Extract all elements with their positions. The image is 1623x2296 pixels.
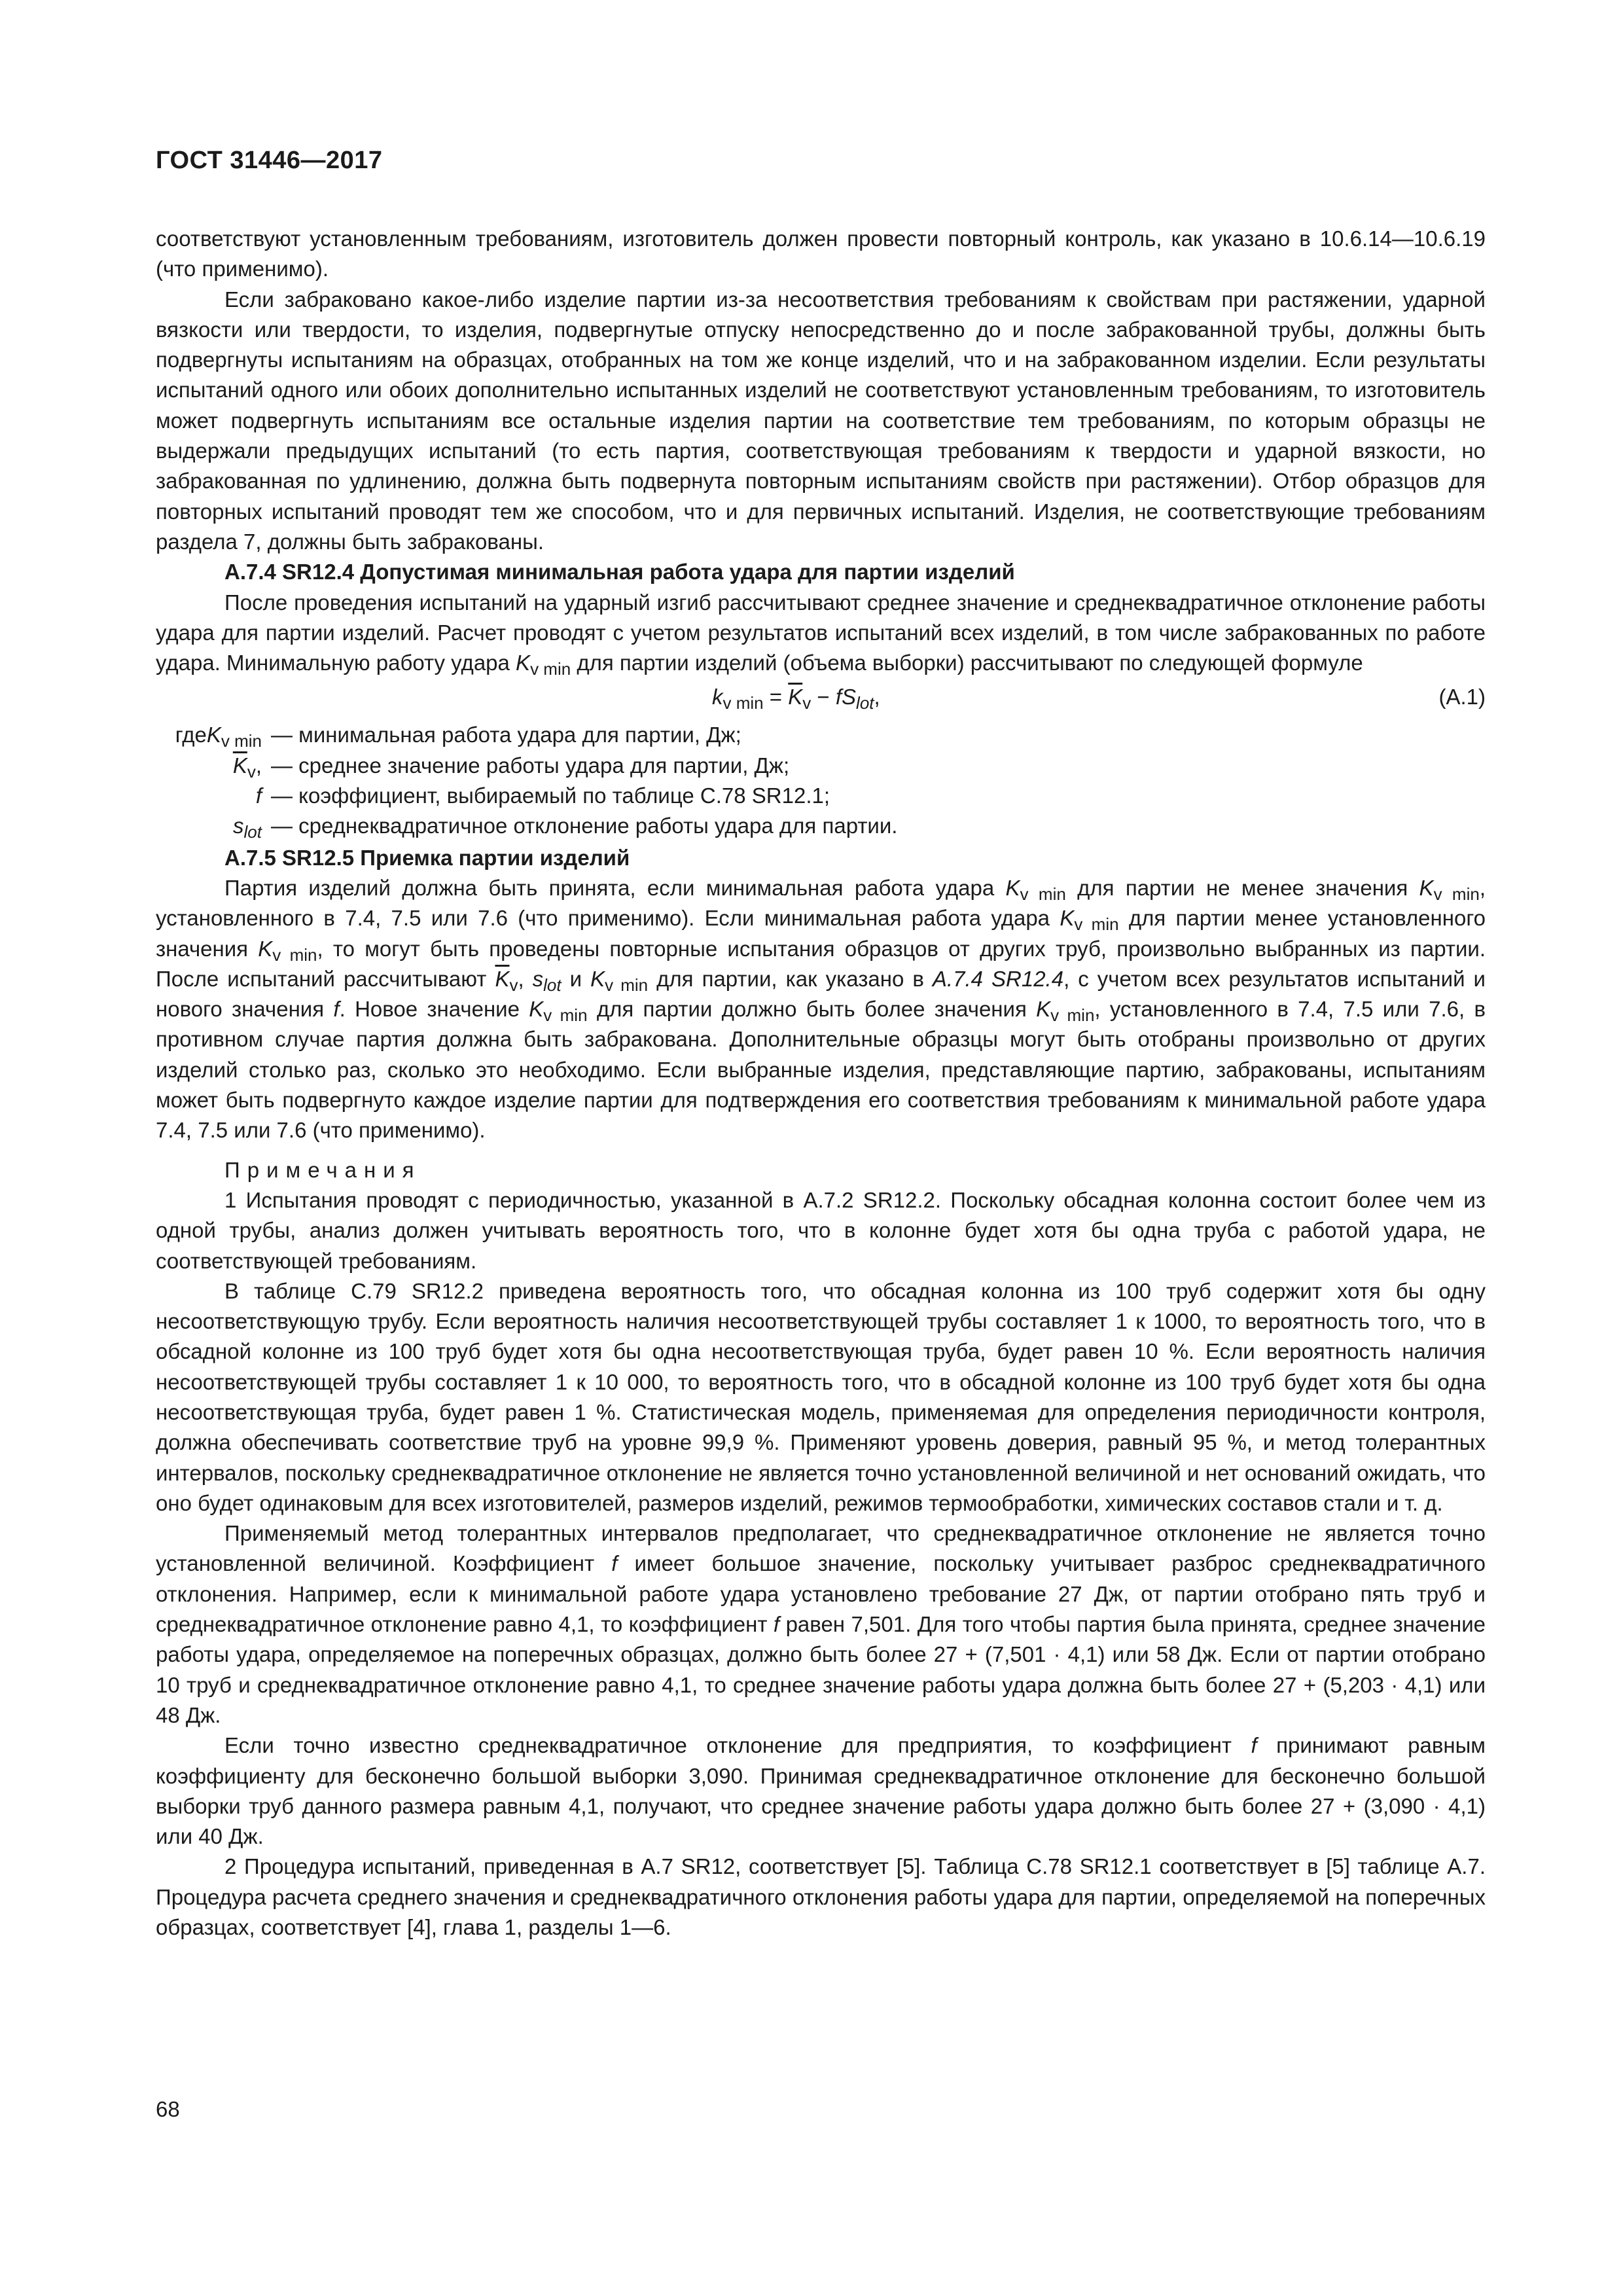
where-item: $s_{lot}$ — среднеквадратичное отклонение работы удара для партии. [233,814,898,842]
where-item: f — коэффициент, выбираемый по таблице С.78 SR12.1; [255,783,830,808]
where-item: гдеK$_{v min}$ — минимальная работа удара для партии, Дж; [175,723,741,751]
document-header: ГОСТ 31446—2017 [156,147,383,174]
formula-expression: $k_{v min} = \overline{K}_v - fS_{lot}$, [712,685,880,713]
page-number: 68 [156,2097,180,2121]
rejection-paragraph: Если забраковано какое-либо изделие партии из-за несоответствия требованиям к свойствам при растяжении, ударной вязкости или твердости, то изделия, подвергнутые отпуску непосредственно до и после забракованной трубы, должны быть подвергнуты испытаниям на образцах, отобранных на том же конце изделий, что и на забракованном изделии. Если результаты испытаний одного или обоих дополнительно испытанных изделий не соответствуют установленным требованиям, то изготовитель может подвергнуть испытаниям все остальные изделия партии на соответствие тем требованиям, по которым образцы не выдержали предыдущих испытаний (то есть партия, соответствующая требованиям к твердости и ударной вязкости, но забракованная по удлинению, должна быть подвернута повторным испытаниям свойств при растяжении). Отбор образцов для повторных испытаний проводят тем же способом, что и для первичных испытаний. Изделия, не соответствующие требованиям раздела 7, должны быть забракованы. [156,287,1486,554]
section-a75-heading: А.7.5 SR12.5 Приемка партии изделий [224,845,630,870]
continuation-paragraph: соответствуют установленным требованиям, изготовитель должен провести повторный контроль, как указано в 10.6.14—10.6.19 (что применимо). [156,226,1486,281]
kv-min-symbol: $K_{v min}$ [516,651,571,679]
body-text [156,224,1486,1943]
note-1-known-deviation: Если точно известно среднеквадратичное отклонение для предприятия, то коэффициент f принимают равным коэффициенту для бесконечно большой выборки 3,090. Принимая среднеквадратичное отклонение для бесконечно большой выборки труб данного размера равным 4,1, получают, что среднее значение работы удара должно быть более 27 + (3,090 · 4,1) или 40 Дж. [156,1733,1486,1849]
section-reference: А.7.4 SR12.4 [932,966,1064,991]
where-item: $\overline{K}_v$, — среднее значение работы удара для партии, Дж; [232,753,790,781]
notes-label: Примечания [224,1157,421,1182]
formula-a1 [156,678,1486,717]
where-list [156,720,1486,841]
formula-number: (А.1) [1438,685,1486,709]
section-a74-heading: А.7.4 SR12.4 Допустимая минимальная работа удара для партии изделий [224,560,1015,584]
note-1-method: Применяемый метод толерантных интервалов предполагает, что среднеквадратичное отклонение не является точно установленной величиной. Коэффициент f имеет большое значение, поскольку учитывает разброс среднеквадратичного отклонения. Например, если к минимальной работе удара установлено требование 27 Дж, от партии отобрано пять труб и среднеквадратичное отклонение равно 4,1, то коэффициент f равен 7,501. Для того чтобы партия была принята, среднее значение работы удара, определяемое на поперечных образцах, должно быть более 27 + (7,501 · 4,1) или 58 Дж. Если от партии отобрано 10 труб и среднеквадратичное отклонение равно 4,1, то среднее значение работы удара должна быть более 27 + (5,203 · 4,1) или 48 Дж. [156,1521,1486,1727]
note-1: 1 Испытания проводят с периодичностью, указанной в А.7.2 SR12.2. Поскольку обсадная колонна состоит более чем из одной трубы, анализ должен учитывать вероятность того, что в колонне будет хотя бы одна труба с работой удара, не соответствующей требованиям. [156,1187,1486,1273]
section-a75-paragraph: Партия изделий должна быть принята, если минимальная работа удара $K_{v min}$ для партии не менее значения $K_{v min}$, установленного в 7.4, 7.5 или 7.6 (что применимо). Если минимальная работа удара $K_{v min}$ для партии менее установленного значения $K_{v min}$, то могут быть проведены повторные испытания образцов от других труб, произвольно выбранных из партии. После испытаний рассчитывают $\overline{K}_v$, $s_{lot}$ и $K_{v min}$ для партии, как указано в А.7.4 SR12.4, с учетом всех результатов испытаний и нового значения f. Новое значение $K_{v min}$ для партии должно быть более значения $K_{v min}$, установленного в 7.4, 7.5 или 7.6, в противном случае партия должна быть забракована. Дополнительные образцы могут быть отобраны произвольно от других изделий столько раз, сколько это необходимо. Если выбранные изделия, представляющие партию, забракованы, испытаниям может быть подвергнуто каждое изделие партии для подтверждения его соответствия требованиям к минимальной работе удара 7.4, 7.5 или 7.6 (что применимо). [156,875,1486,1143]
note-2: 2 Процедура испытаний, приведенная в А.7 SR12, соответствует [5]. Таблица С.78 SR12.1 соответствует в [5] таблице А.7. Процедура расчета среднего значения и среднеквадратичного отклонения работы удара для партии, определяемой на поперечных образцах, соответствует [4], глава 1, разделы 1—6. [156,1854,1486,1940]
note-1-table: В таблице С.79 SR12.2 приведена вероятность того, что обсадная колонна из 100 труб содержит хотя бы одну несоответствующую трубу. Если вероятность наличия несоответствующей трубы составляет 1 к 1000, то вероятность того, что в обсадной колонне из 100 труб будет хотя бы одна несоответствующая труба, будет равен 10 %. Если вероятность наличия несоответствующей трубы составляет 1 к 10 000, то вероятность того, что в обсадной колонне из 100 труб будет хотя бы одна несоответствующая труба, будет равен 1 %. Статистическая модель, применяемая для определения периодичности контроля, должна обеспечивать соответствие труб на уровне 99,9 %. Применяют уровень доверия, равный 95 %, и метод толерантных интервалов, поскольку среднеквадратичное отклонение не является точно установленной величиной и нет оснований ожидать, что оно будет одинаковым для всех изготовителей, размеров изделий, режимов термообработки, химических составов стали и т. д. [156,1278,1486,1515]
section-a74-paragraph: После проведения испытаний на ударный изгиб рассчитывают среднее значение и среднеквадратичное отклонение работы удара для партии изделий. Расчет проводят с учетом результатов испытаний всех изделий, в том числе забракованных по работе удара. Минимальную работу удара $K_{v min}$ для партии изделий (объема выборки) рассчитывают по следующей формуле [156,590,1486,679]
